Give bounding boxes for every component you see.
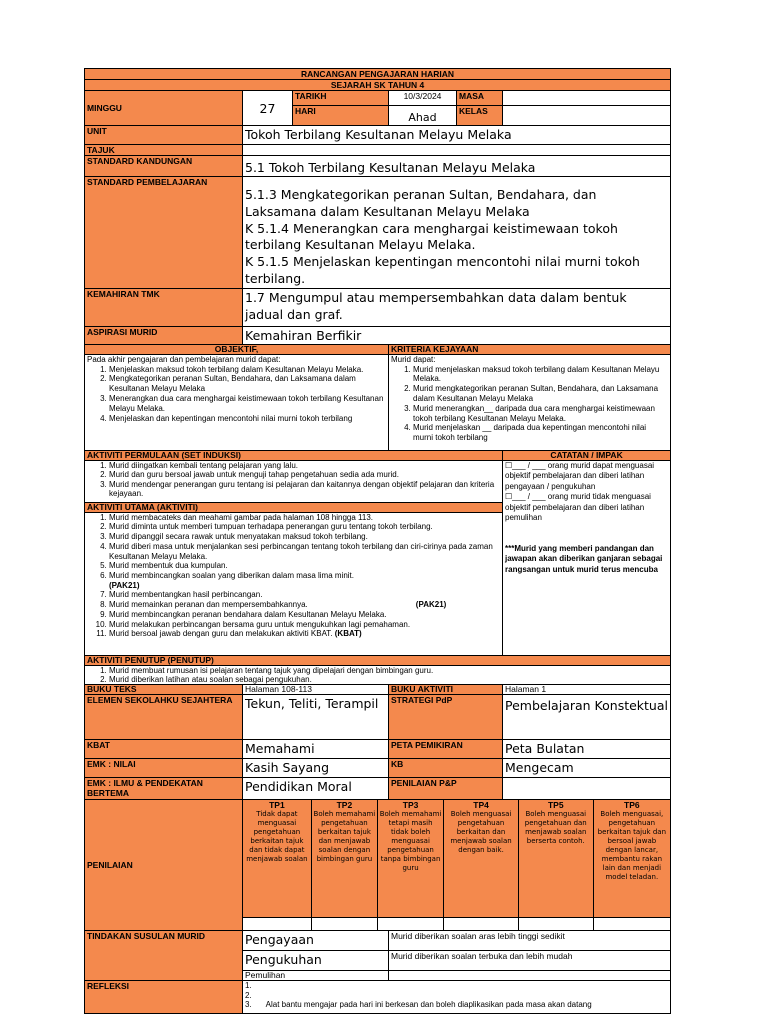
permulaan-item: 3. Murid mendengar penerangan guru tentang isi pelajaran dan kaitannya dengan objektif pelajaran dan kriteria kejayaan. — [109, 480, 500, 499]
tindakan-pemulihan-desc — [389, 971, 671, 981]
kbat-label: KBAT — [85, 740, 243, 759]
permulaan-list — [87, 461, 500, 499]
kriteria-list — [391, 365, 668, 443]
refleksi-line-1: 1. — [245, 981, 252, 991]
tp6-mark[interactable] — [593, 917, 670, 930]
utama-item-text: Murid membincangkan soalan yang diberikan dalam masa lima minit. — [109, 571, 355, 580]
kriteria-header: KRITERIA KEJAYAAN — [389, 344, 671, 354]
aspirasi-label: ASPIRASI MURID — [85, 326, 243, 344]
buku-teks-label: BUKU TEKS — [85, 685, 243, 695]
emk-ilmu-value: Pendidikan Moral — [243, 778, 389, 800]
objektif-item: 4. Menjelaskan dan kepentingan mencontohi nilai murni tokoh terbilang — [109, 414, 386, 424]
tindakan-pengayaan: Pengayaan — [243, 931, 389, 951]
permulaan-item: 1. Murid diingatkan kembali tentang pelajaran yang lalu. — [109, 461, 500, 471]
standard-kandungan-value: 5.1 Tokoh Terbilang Kesultanan Melayu Melaka — [243, 156, 671, 177]
tp1-heading: TP1 — [269, 800, 285, 811]
elemen-label: ELEMEN SEKOLAHKU SEJAHTERA — [85, 695, 243, 740]
pak21-tag: (PAK21) — [109, 580, 140, 590]
objektif-list — [87, 365, 386, 424]
masa-value — [503, 91, 671, 106]
kbat-tag: (KBAT) — [334, 629, 362, 639]
emk-nilai-label: EMK : NILAI — [85, 759, 243, 778]
unit-value: Tokoh Terbilang Kesultanan Melayu Melaka — [243, 126, 671, 145]
sp-line-3: K 5.1.5 Menjelaskan kepentingan mencontohi nilai murni tokoh terbilang. — [245, 254, 640, 286]
masa-label: MASA — [457, 91, 503, 106]
objektif-item: 2. Mengkategorikan peranan Sultan, Bendahara, dan Laksamana dalam Kesultanan Melayu Melaka — [109, 374, 386, 394]
tindakan-label: TINDAKAN SUSULAN MURID — [85, 931, 243, 981]
penutup-item: 1. Murid membuat rumusan isi pelajaran tentang tajuk yang dipelajari dengan bimbingan guru. — [109, 666, 668, 675]
kelas-label: KELAS — [457, 106, 503, 126]
tp1-desc: Tidak dapat menguasai pengetahuan berkaitan tajuk dan tidak dapat menjawab soalan — [246, 810, 308, 864]
objektif-header: OBJEKTIF, — [85, 344, 389, 354]
tmk-label: KEMAHIRAN TMK — [85, 288, 243, 326]
plan-subject: SEJARAH SK TAHUN 4 — [85, 80, 671, 91]
utama-item — [109, 629, 500, 639]
aspirasi-value: Kemahiran Berfikir — [243, 326, 671, 344]
penilaian-pp-value — [503, 778, 671, 800]
tajuk-value — [243, 145, 671, 156]
permulaan-item: 2. Murid dan guru bersoal jawab untuk menguji tahap pengetahuan sedia ada murid. — [109, 470, 500, 480]
refleksi-line-3-num: 3. — [245, 1000, 252, 1010]
tp2-heading: TP2 — [336, 800, 353, 811]
utama-item: 4. Murid diberi masa untuk menjalankan sesi perbincangan tentang tokoh terbilang dan ciri-cirinya pada zaman Kesultanan Melayu Melaka. — [109, 542, 500, 561]
minggu-value: 27 — [243, 91, 293, 126]
catatan-note-2: ☐___ / ___ orang murid tidak menguasai objektif pembelajaran dan diberi latihan pemulihan — [505, 492, 651, 523]
tp6-desc: Boleh menguasai, pengetahuan berkaitan tajuk dan bersoal jawab dengan lancar, membantu rakan lain dan menjadi model teladan. — [597, 810, 667, 882]
refleksi-line-2: 2. — [245, 990, 252, 1000]
tp2-desc: Boleh memahami pengetahuan berkaitan tajuk dan menjawab soalan dengan bimbingan guru — [313, 810, 376, 864]
kriteria-intro: Murid dapat: — [391, 354, 436, 364]
tindakan-pengukuhan: Pengukuhan — [243, 951, 389, 971]
kriteria-item: 1. Murid menjelaskan maksud tokoh terbilang dalam Kesultanan Melayu Melaka. — [413, 365, 668, 385]
hari-value: Ahad — [389, 106, 457, 126]
utama-header: AKTIVITI UTAMA (AKTIVITI) — [85, 502, 503, 512]
kb-value: Mengecam — [503, 759, 671, 778]
strategi-value: Pembelajaran Konstektual — [503, 695, 671, 740]
tp1-mark[interactable] — [243, 917, 311, 930]
sp-line-1: 5.1.3 Mengkategorikan peranan Sultan, Bendahara, dan Laksamana dalam Kesultanan Melayu Melaka — [245, 187, 597, 219]
penutup-header: AKTIVITI PENUTUP (PENUTUP) — [85, 655, 671, 665]
strategi-label: STRATEGI PdP — [389, 695, 503, 740]
tp5-desc: Boleh menguasai pengetahuan dan menjawab soalan berserta contoh. — [524, 810, 587, 846]
utama-item: 9. Murid membincangkan peranan bendahara dalam Kesultanan Melayu Melaka. — [109, 610, 500, 620]
kelas-value — [503, 106, 671, 126]
tindakan-pemulihan: Pemulihan — [243, 971, 389, 981]
tp3-heading: TP3 — [402, 800, 419, 811]
objektif-item: 1. Menjelaskan maksud tokoh terbilang dalam Kesultanan Melayu Melaka. — [109, 365, 386, 375]
tp3-desc: Boleh memahami tetapi masih tidak boleh menguasai pengetahuan tanpa bimbingan guru — [379, 810, 442, 873]
unit-label: UNIT — [85, 126, 243, 145]
utama-item — [109, 571, 500, 590]
utama-item: 7. Murid membentangkan hasil perbincangan. — [109, 590, 500, 600]
tarikh-value: 10/3/2024 — [389, 91, 457, 106]
tarikh-label: TARIKH — [293, 91, 389, 106]
buku-aktiviti-value: Halaman 1 — [503, 685, 671, 695]
utama-item — [109, 600, 500, 610]
penilaian-label: PENILAIAN — [85, 800, 243, 931]
tp3-mark[interactable] — [378, 917, 444, 930]
tp4-heading: TP4 — [473, 800, 489, 811]
tp4-desc: Boleh menguasai pengetahuan berkaitan dan menjawab soalan dengan baik. — [450, 810, 512, 855]
buku-aktiviti-label: BUKU AKTIVITI — [389, 685, 503, 695]
utama-item: 1. Murid membacateks dan meahami gambar pada halaman 108 hingga 113. — [109, 513, 500, 523]
emk-ilmu-label: EMK : ILMU & PENDEKATAN BERTEMA — [85, 778, 243, 800]
tajuk-label: TAJUK — [85, 145, 243, 156]
kriteria-item: 4. Murid menjelaskan __ daripada dua kepentingan mencontohi nilai murni tokoh terbilang — [413, 423, 668, 443]
utama-item: 5. Murid membentuk dua kumpulan. — [109, 561, 500, 571]
refleksi-label: REFLEKSI — [85, 981, 243, 1014]
penilaian-pp-label: PENILAIAN P&P — [389, 778, 503, 800]
permulaan-header: AKTIVITI PERMULAAN (SET INDUKSI) — [85, 450, 503, 460]
utama-item-text: Murid bersoal jawab dengan guru dan melakukan aktiviti KBAT. — [109, 629, 333, 639]
tp6-heading: TP6 — [624, 800, 640, 811]
tindakan-pengayaan-desc: Murid diberikan soalan aras lebih tinggi sedikit — [389, 931, 671, 951]
kriteria-item: 2. Murid mengkategorikan peranan Sultan, Bendahara, dan Laksamana dalam Kesultanan Melayu Melaka — [413, 384, 668, 404]
catatan-note-3: ***Murid yang memberi pandangan dan jawapan akan diberikan ganjaran sebagai rangsangan untuk murid terus mencuba — [505, 543, 663, 574]
tp5-mark[interactable] — [518, 917, 593, 930]
refleksi-line-3 — [245, 1000, 668, 1010]
tp4-mark[interactable] — [444, 917, 519, 930]
minggu-label: MINGGU — [85, 91, 243, 126]
penutup-list — [87, 666, 668, 685]
utama-item: 3. Murid dipanggil secara rawak untuk menyatakan maksud tokoh terbilang. — [109, 532, 500, 542]
standard-kandungan-label: STANDARD KANDUNGAN — [85, 156, 243, 177]
plan-title: RANCANGAN PENGAJARAN HARIAN — [85, 69, 671, 80]
sp-line-2: K 5.1.4 Menerangkan cara menghargai keistimewaan tokoh terbilang Kesultanan Melayu Melaka. — [245, 220, 618, 253]
refleksi-line-3-text: Alat bantu mengajar pada hari ini berkesan dan boleh diaplikasikan pada masa akan datang — [265, 1000, 592, 1010]
utama-list — [87, 513, 500, 639]
pak21-tag: (PAK21) — [415, 600, 447, 610]
tp5-heading: TP5 — [547, 800, 564, 811]
tmk-value: 1.7 Mengumpul atau mempersembahkan data dalam bentuk jadual dan graf. — [243, 288, 671, 326]
penutup-item: 2. Murid diberikan latihan atau soalan sebagai pengukuhan. — [109, 675, 668, 684]
catatan-note-1: ☐___ / ___ orang murid dapat menguasai objektif pembelajaran dan diberi latihan pengayaan / pengukuhan — [505, 460, 655, 491]
objektif-intro: Pada akhir pengajaran dan pembelajaran murid dapat: — [87, 354, 281, 364]
objektif-item: 3. Menerangkan dua cara menghargai keistimewaan tokoh terbilang Kesultanan Melayu Melaka. — [109, 394, 386, 414]
catatan-header: CATATAN / IMPAK — [503, 450, 671, 460]
kb-label: KB — [389, 759, 503, 778]
peta-label: PETA PEMIKIRAN — [389, 740, 503, 759]
utama-item: 2. Murid diminta untuk memberi tumpuan terhadapa penerangan guru tentang tokoh terbilang. — [109, 522, 500, 532]
buku-teks-value: Halaman 108-113 — [243, 685, 389, 695]
tp2-mark[interactable] — [311, 917, 377, 930]
lesson-plan — [84, 68, 670, 1014]
peta-value: Peta Bulatan — [503, 740, 671, 759]
kriteria-item: 3. Murid menerangkan__ daripada dua cara menghargai keistimewaan tokoh terbilang Kesultanan Melayu Melaka. — [413, 404, 668, 424]
emk-nilai-value: Kasih Sayang — [243, 759, 389, 778]
utama-item-text: Murid memainkan peranan dan mempersembahkannya. — [109, 600, 308, 610]
elemen-value: Tekun, Teliti, Terampil — [243, 695, 389, 740]
hari-label: HARI — [293, 106, 389, 126]
tindakan-pengukuhan-desc: Murid diberikan soalan terbuka dan lebih mudah — [389, 951, 671, 971]
lesson-plan-table — [84, 68, 671, 1014]
standard-pembelajaran-label: STANDARD PEMBELAJARAN — [85, 177, 243, 289]
tp-grid — [243, 800, 670, 930]
utama-item: 10. Murid melakukan perbincangan bersama guru untuk mengukuhkan lagi pemahaman. — [109, 620, 500, 630]
kbat-value: Memahami — [243, 740, 389, 759]
